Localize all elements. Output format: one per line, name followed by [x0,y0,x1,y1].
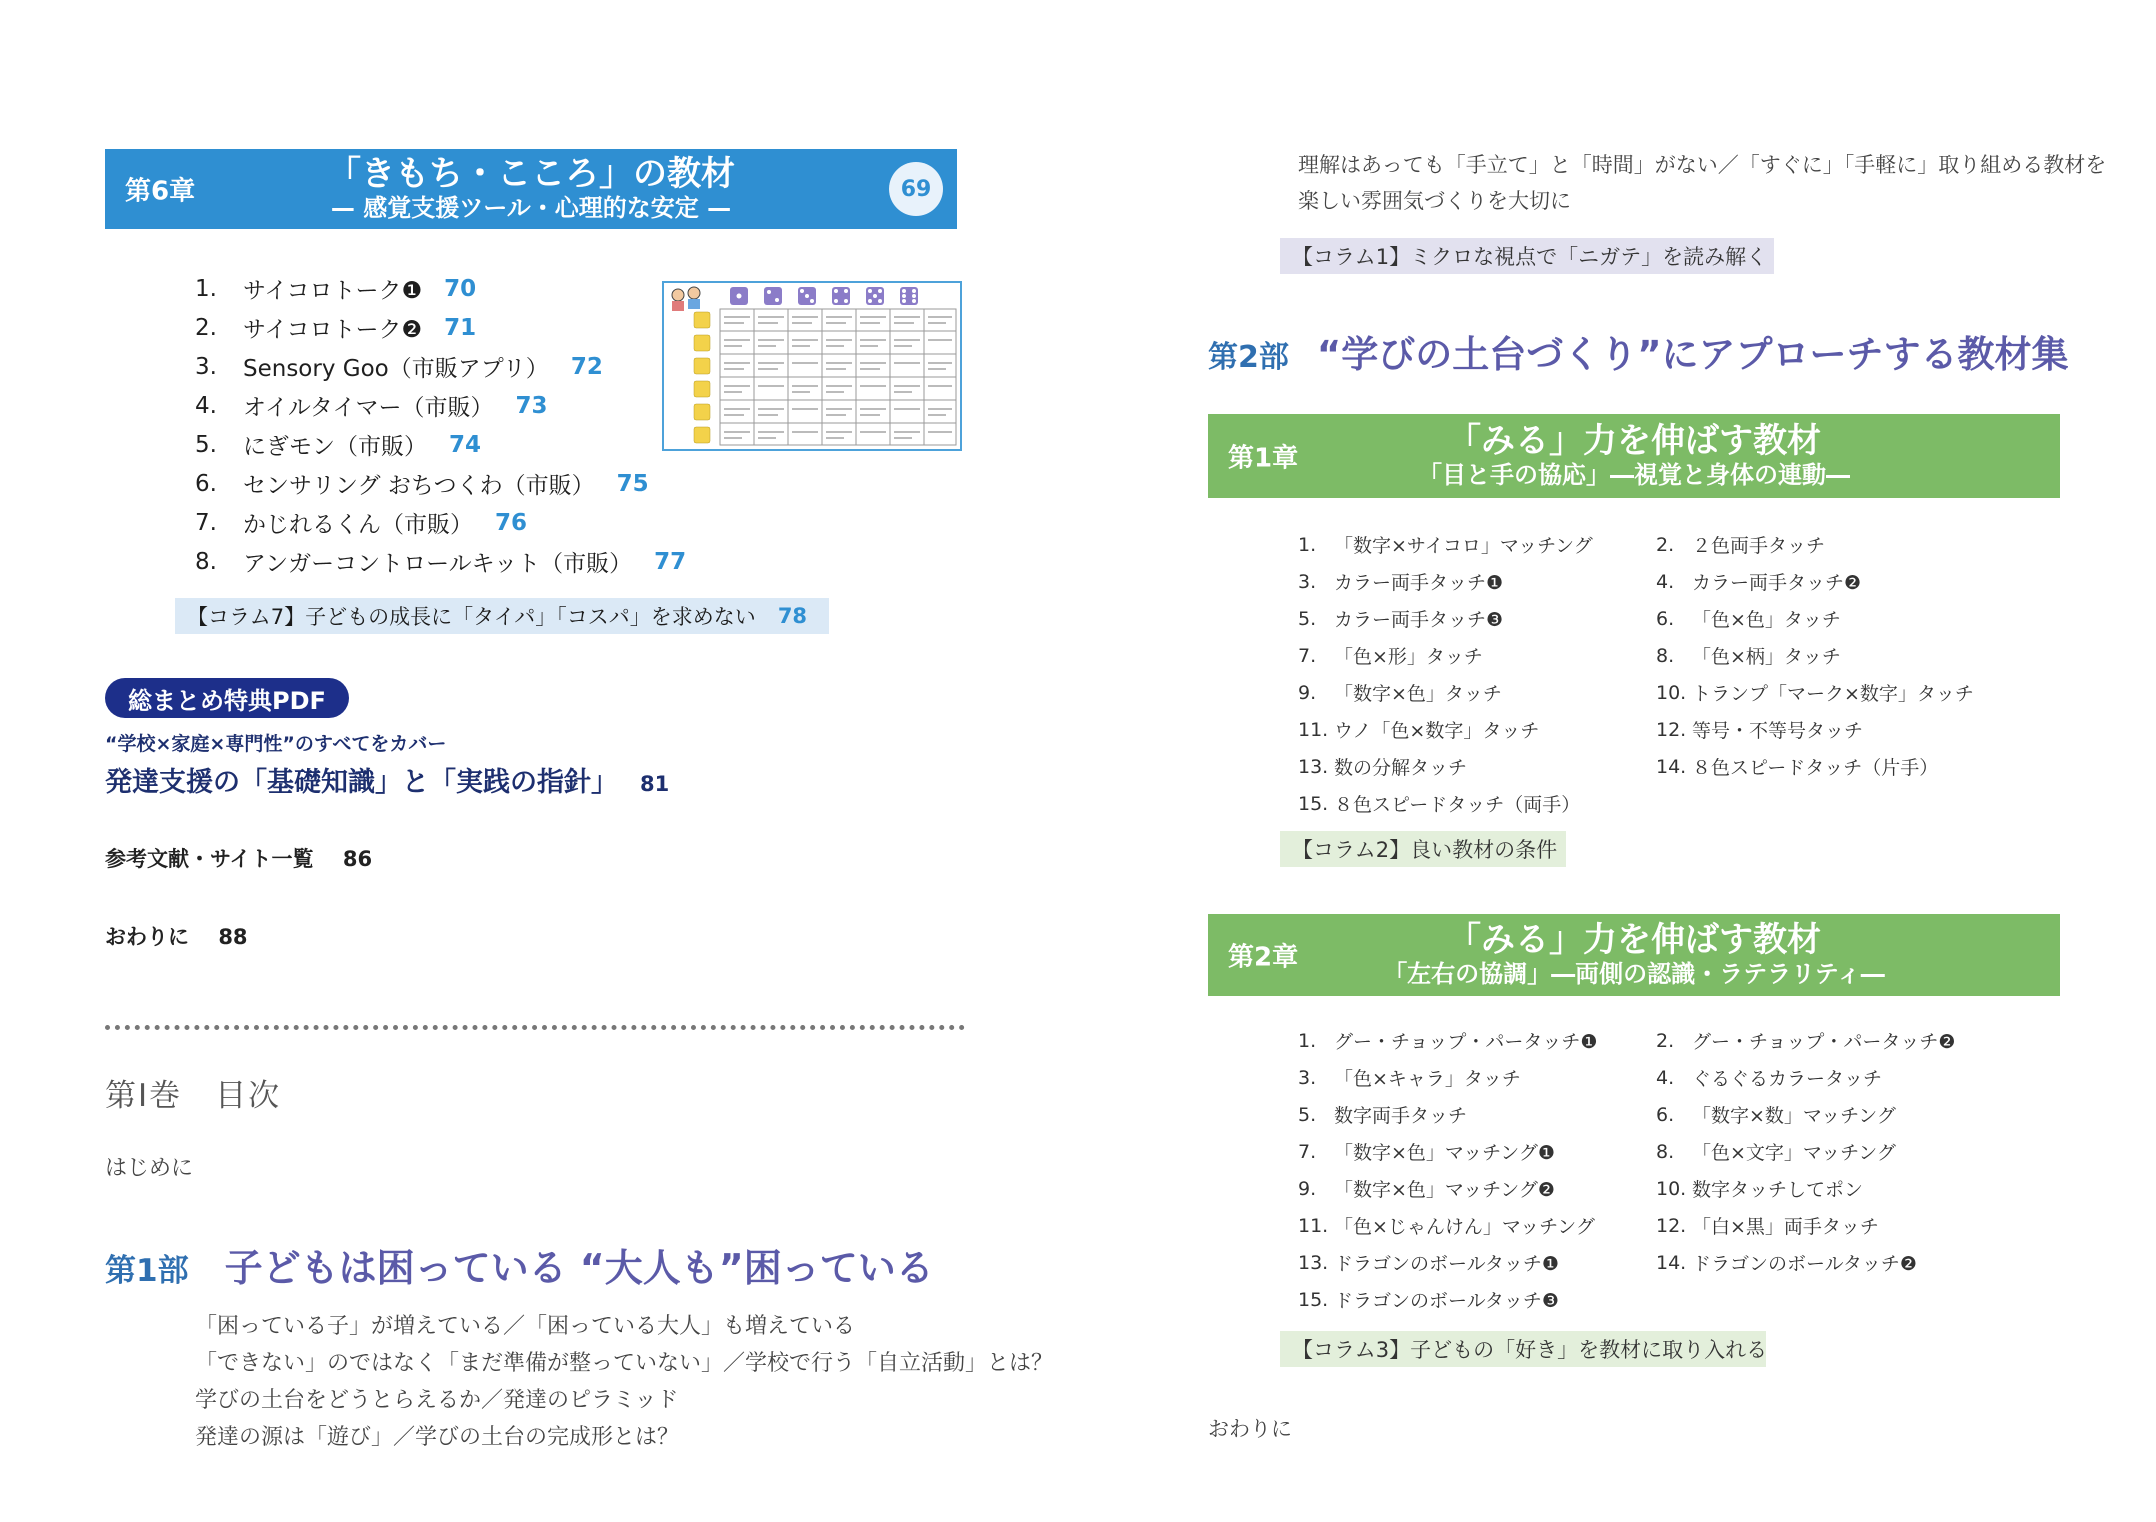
chapter2-banner [1208,914,2060,996]
part1-title: 子どもは困っている “大人も”困っている [224,1246,934,1290]
chapter2-label: 第2章 [1228,942,1299,973]
column3-box[interactable] [1280,1331,1766,1367]
chapter1-titles [1208,414,2060,498]
list-item[interactable]: 15. ８色スピードタッチ（両手） [1298,792,1581,816]
part2-title-row [1208,324,2069,378]
list-item[interactable]: 7. 「色×形」タッチ [1298,644,1483,668]
page-number: 86 [342,847,373,871]
chapter6-title: 「きもち・こころ」の教材 [327,154,735,195]
column2-text: 【コラム2】良い教材の条件 [1292,838,1558,862]
list-item[interactable]: 5. 数字両手タッチ [1298,1103,1468,1127]
references-row[interactable] [105,843,372,873]
dice-talk-thumbnail [662,281,962,451]
list-item[interactable]: 6. センサリング おちつくわ（市販） 75 [195,470,649,499]
list-item[interactable]: 11. 「色×じゃんけん」マッチング [1298,1214,1595,1238]
list-item[interactable]: 10. トランプ「マーク×数字」タッチ [1656,681,1974,705]
bonus-title: 発達支援の「基礎知識」と「実践の指針」 [105,767,618,798]
bonus-title-row[interactable] [105,760,669,799]
chapter1-banner [1208,414,2060,498]
list-item[interactable]: 4. カラー両手タッチ❷ [1656,570,1862,594]
page-number: 71 [444,314,477,341]
page-number: 73 [515,392,548,419]
column3-text: 【コラム3】子どもの「好き」を教材に取り入れる [1292,1338,1768,1362]
chapter6-item-list [195,269,686,581]
chapter6-subtitle: — 感覚支援ツール・心理的な安定 — [330,194,732,223]
column1-text: 【コラム1】ミクロな視点で「ニガテ」を読み解く [1292,245,1768,269]
column1-box[interactable] [1280,238,1774,274]
chapter6-label: 第6章 [125,176,196,207]
chapter6-banner [105,149,957,229]
list-item[interactable]: 8. アンガーコントロールキット（市販） 77 [195,548,687,577]
part1-line: 「できない」のではなく「まだ準備が整っていない」／学校で行う「自立活動」とは？ [195,1351,1054,1376]
intro-line: 理解はあっても「手立て」と「時間」がない／「すぐに」「手軽に」取り組める教材を [1298,153,2107,177]
page-number: 70 [444,275,477,302]
list-item[interactable]: 2. グー・チョップ・パータッチ❷ [1656,1029,1956,1053]
list-item[interactable]: 13. 数の分解タッチ [1298,755,1468,779]
part1-lines [195,1309,1053,1457]
owari-row[interactable] [105,921,248,951]
chapter1-subtitle: 「目と手の協応」―視覚と身体の連動― [1418,461,1850,490]
column7-box[interactable] [175,598,829,634]
list-item[interactable]: 9. 「数字×色」タッチ [1298,681,1502,705]
chapter2-item-grid [1298,1022,2016,1318]
list-item[interactable]: 1. サイコロトーク❶ 70 [195,275,477,304]
volume1-heading: 第Ⅰ巻 目次 [105,1078,282,1114]
right-owari-text: おわりに [1208,1417,1292,1441]
part1-line: 「困っている子」が増えている／「困っている大人」も増えている [195,1314,856,1339]
list-item[interactable]: 14. ８色スピードタッチ（片手） [1656,755,1939,779]
bonus-pdf-badge: 総まとめ特典PDF [105,678,349,718]
page-number: 74 [449,431,482,458]
list-item[interactable]: 2. サイコロトーク❷ 71 [195,314,477,343]
part1-title-row [105,1237,934,1292]
hajimeni-text: はじめに [105,1156,194,1181]
list-item[interactable]: 8. 「色×柄」タッチ [1656,644,1841,668]
list-item[interactable]: 13. ドラゴンのボールタッチ❶ [1298,1251,1559,1275]
part1-line: 学びの土台をどうとらえるか／発達のピラミッド [195,1388,679,1413]
part2-label: 第2部 [1208,340,1289,375]
list-item[interactable]: 6. 「色×色」タッチ [1656,607,1841,631]
list-item[interactable]: 1. グー・チョップ・パータッチ❶ [1298,1029,1598,1053]
page-number: 77 [654,548,687,575]
references-text: 参考文献・サイト一覧 [105,847,314,871]
list-item[interactable]: 2. ２色両手タッチ [1656,533,1826,557]
page-number: 75 [616,470,649,497]
chapter2-title: 「みる」力を伸ばす教材 [1447,920,1821,961]
list-item[interactable]: 5. カラー両手タッチ❸ [1298,607,1504,631]
list-item[interactable]: 11. ウノ「色×数字」タッチ [1298,718,1540,742]
list-item[interactable]: 12. 等号・不等号タッチ [1656,718,1864,742]
list-item[interactable]: 7. かじれるくん（市販） 76 [195,509,528,538]
chapter1-label: 第1章 [1228,443,1299,474]
part2-title: “学びの土台づくり”にアプローチする教材集 [1316,333,2069,376]
list-item[interactable]: 14. ドラゴンのボールタッチ❷ [1656,1251,1917,1275]
owari-text: おわりに [105,925,189,949]
list-item[interactable]: 5. にぎモン（市販） 74 [195,431,482,460]
chapter6-titles [105,149,957,229]
chapter6-page-badge: 69 [889,162,943,216]
intro-lines [1298,149,2106,221]
bonus-tagline: “学校×家庭×専門性”のすべてをカバー [105,733,447,755]
page-number: 72 [570,353,603,380]
list-item[interactable]: 3. 「色×キャラ」タッチ [1298,1066,1521,1090]
page-number: 78 [777,604,808,628]
page-number: 81 [640,772,670,796]
list-item[interactable]: 3. Sensory Goo（市販アプリ） 72 [195,353,603,382]
list-item[interactable]: 3. カラー両手タッチ❶ [1298,570,1504,594]
page-number: 88 [218,925,248,949]
chapter1-item-grid [1298,526,2016,822]
part1-line: 発達の源は「遊び」／学びの土台の完成形とは？ [195,1425,680,1450]
list-item[interactable]: 6. 「数字×数」マッチング [1656,1103,1896,1127]
chapter2-titles [1208,914,2060,996]
column2-box[interactable] [1280,831,1566,867]
intro-line: 楽しい雰囲気づくりを大切に [1298,189,1571,213]
list-item[interactable]: 15. ドラゴンのボールタッチ❸ [1298,1288,1559,1312]
page-number: 76 [495,509,528,536]
part1-label: 第1部 [105,1253,189,1289]
list-item[interactable]: 1. 「数字×サイコロ」マッチング [1298,533,1593,557]
dice-talk-illustration [664,283,960,449]
list-item[interactable]: 10. 数字タッチしてポン [1656,1177,1864,1201]
dotted-divider [105,1025,965,1030]
list-item[interactable]: 7. 「数字×色」マッチング❶ [1298,1140,1555,1164]
list-item[interactable]: 4. ぐるぐるカラータッチ [1656,1066,1883,1090]
list-item[interactable]: 12. 「白×黒」両手タッチ [1656,1214,1879,1238]
list-item[interactable]: 4. オイルタイマー（市販） 73 [195,392,548,421]
list-item[interactable]: 8. 「色×文字」マッチング [1656,1140,1896,1164]
column7-text: 【コラム7】子どもの成長に「タイパ」「コスパ」を求めない [187,605,756,629]
chapter1-title: 「みる」力を伸ばす教材 [1447,421,1821,462]
list-item[interactable]: 9. 「数字×色」マッチング❷ [1298,1177,1555,1201]
chapter2-subtitle: 「左右の協調」―両側の認識・ラテラリティ― [1383,960,1885,989]
